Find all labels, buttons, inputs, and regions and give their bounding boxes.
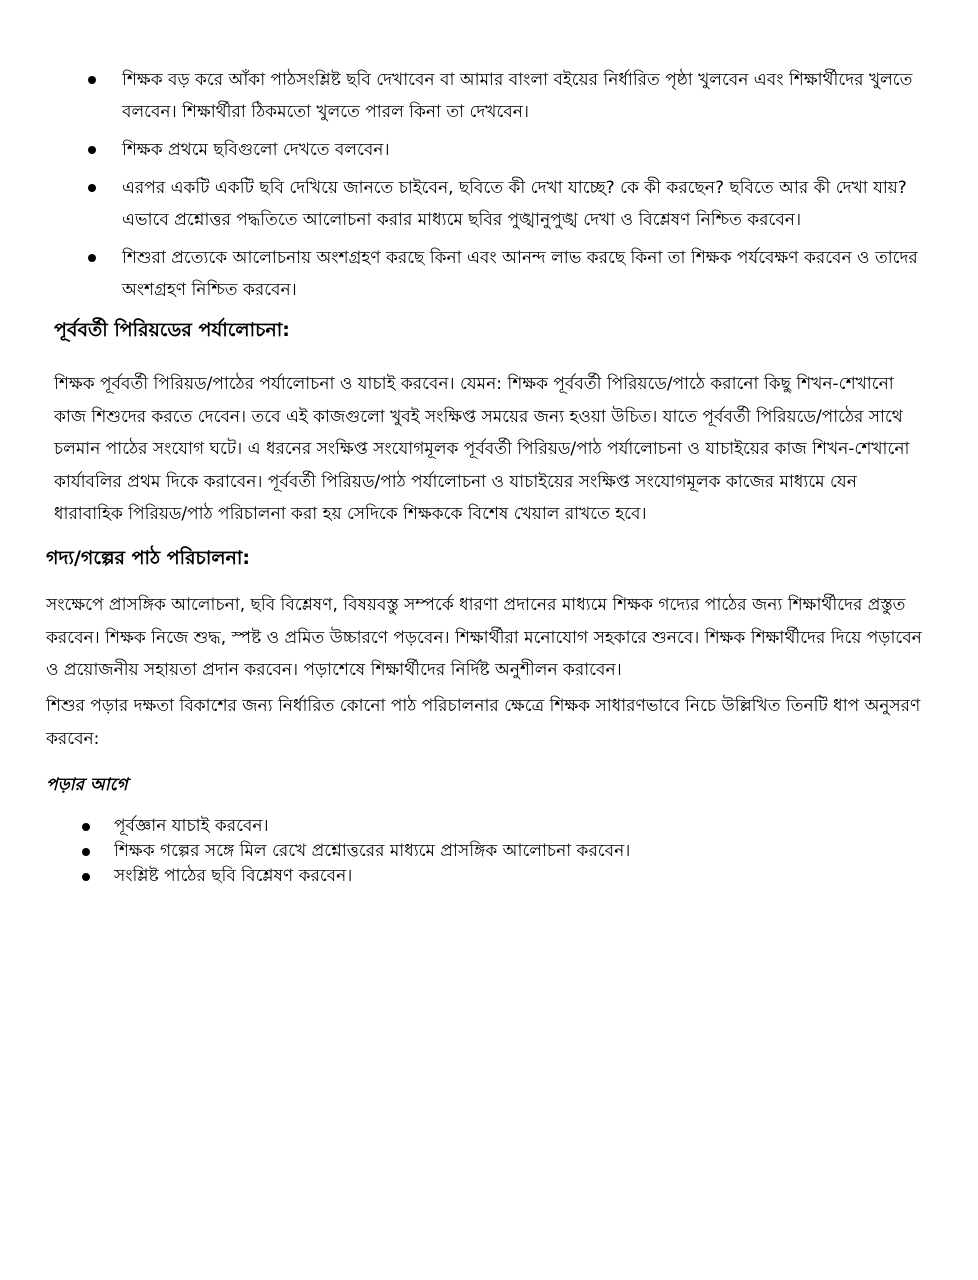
section-paragraph-reading-steps: শিশুর পড়ার দক্ষতা বিকাশের জন্য নির্ধারিত কোনো পাঠ পরিচালনার ক্ষেত্রে শিক্ষক সাধারণভাবে নিচে উল্লিখিত তিনটি ধাপ অনুসরণ করবেন: <box>46 696 921 749</box>
section-heading-previous-period-review: পূর্ববর্তী পিরিয়ডের পর্যালোচনা: <box>54 319 290 341</box>
list-item: শিক্ষক গল্পের সঙ্গে মিল রেখে প্রশ্নোত্তরের মাধ্যমে প্রাসঙ্গিক আলোচনা করবেন। <box>82 839 930 864</box>
subheading-before-reading: পড়ার আগে <box>46 775 128 795</box>
list-item: সংশ্লিষ্ট পাঠের ছবি বিশ্লেষণ করবেন। <box>82 864 930 889</box>
list-item: শিশুরা প্রত্যেকে আলোচনায় অংশগ্রহণ করছে কিনা এবং আনন্দ লাভ করছে কিনা তা শিক্ষক পর্যবেক্ষণ করবেন ও তাদের অংশগ্রহণ নিশ্চিত করবেন। <box>88 242 936 306</box>
list-item: এরপর একটি একটি ছবি দেখিয়ে জানতে চাইবেন, ছবিতে কী দেখা যাচ্ছে? কে কী করছেন? ছবিতে আর কী দেখা যায়? এভাবে প্রশ্নোত্তর পদ্ধতিতে আলোচনা করার মাধ্যমে ছবির পুঙ্খানুপুঙ্খ দেখা ও বিশ্লেষণ নিশ্চিত করবেন। <box>88 172 936 236</box>
section-heading-prose-lesson: গদ্য/গল্পের পাঠ পরিচালনা: <box>46 547 250 569</box>
list-item: পূর্বজ্ঞান যাচাই করবেন। <box>82 814 930 839</box>
section-paragraph-prose-lesson: সংক্ষেপে প্রাসঙ্গিক আলোচনা, ছবি বিশ্লেষণ, বিষয়বস্তু সম্পর্কে ধারণা প্রদানের মাধ্যমে শিক্ষক গদ্যের পাঠের জন্য শিক্ষার্থীদের প্রস্তুত করবেন। শিক্ষক নিজে শুদ্ধ, স্পষ্ট ও প্রমিত উচ্চারণে পড়বেন। শিক্ষার্থীরা মনোযোগ সহকারে শুনবে। শিক্ষক শিক্ষার্থীদের দিয়ে পড়াবেন ও প্রয়োজনীয় সহায়তা প্রদান করবেন। পড়াশেষে শিক্ষার্থীদের নির্দিষ্ট অনুশীলন করাবেন। <box>46 595 922 680</box>
before-reading-bullet-list <box>82 814 930 889</box>
top-bullet-list <box>88 64 936 312</box>
list-item: শিক্ষক প্রথমে ছবিগুলো দেখতে বলবেন। <box>88 134 936 166</box>
section-paragraph-previous-period-review: শিক্ষক পূর্ববর্তী পিরিয়ড/পাঠের পর্যালোচনা ও যাচাই করবেন। যেমন: শিক্ষক পূর্ববর্তী পিরিয়ডে/পাঠে করানো কিছু শিখন-শেখানো কাজ শিশুদের করতে দেবেন। তবে এই কাজগুলো খুবই সংক্ষিপ্ত সময়ের জন্য হওয়া উচিত। যাতে পূর্ববর্তী পিরিয়ডে/পাঠের সাথে চলমান পাঠের সংযোগ ঘটে। এ ধরনের সংক্ষিপ্ত সংযোগমূলক পূর্ববর্তী পিরিয়ড/পাঠ পর্যালোচনা ও যাচাইয়ের কাজ শিখন-শেখানো কার্যাবলির প্রথম দিকে করাবেন। পূর্ববর্তী পিরিয়ড/পাঠ পর্যালোচনা ও যাচাইয়ের সংক্ষিপ্ত সংযোগমূলক কাজের মাধ্যমে যেন ধারাবাহিক পিরিয়ড/পাঠ পরিচালনা করা হয় সেদিকে শিক্ষককে বিশেষ খেয়াল রাখতে হবে। <box>54 374 910 524</box>
list-item: শিক্ষক বড় করে আঁকা পাঠসংশ্লিষ্ট ছবি দেখাবেন বা আমার বাংলা বইয়ের নির্ধারিত পৃষ্ঠা খুলবেন এবং শিক্ষার্থীদের খুলতে বলবেন। শিক্ষার্থীরা ঠিকমতো খুলতে পারল কিনা তা দেখবেন। <box>88 64 936 128</box>
